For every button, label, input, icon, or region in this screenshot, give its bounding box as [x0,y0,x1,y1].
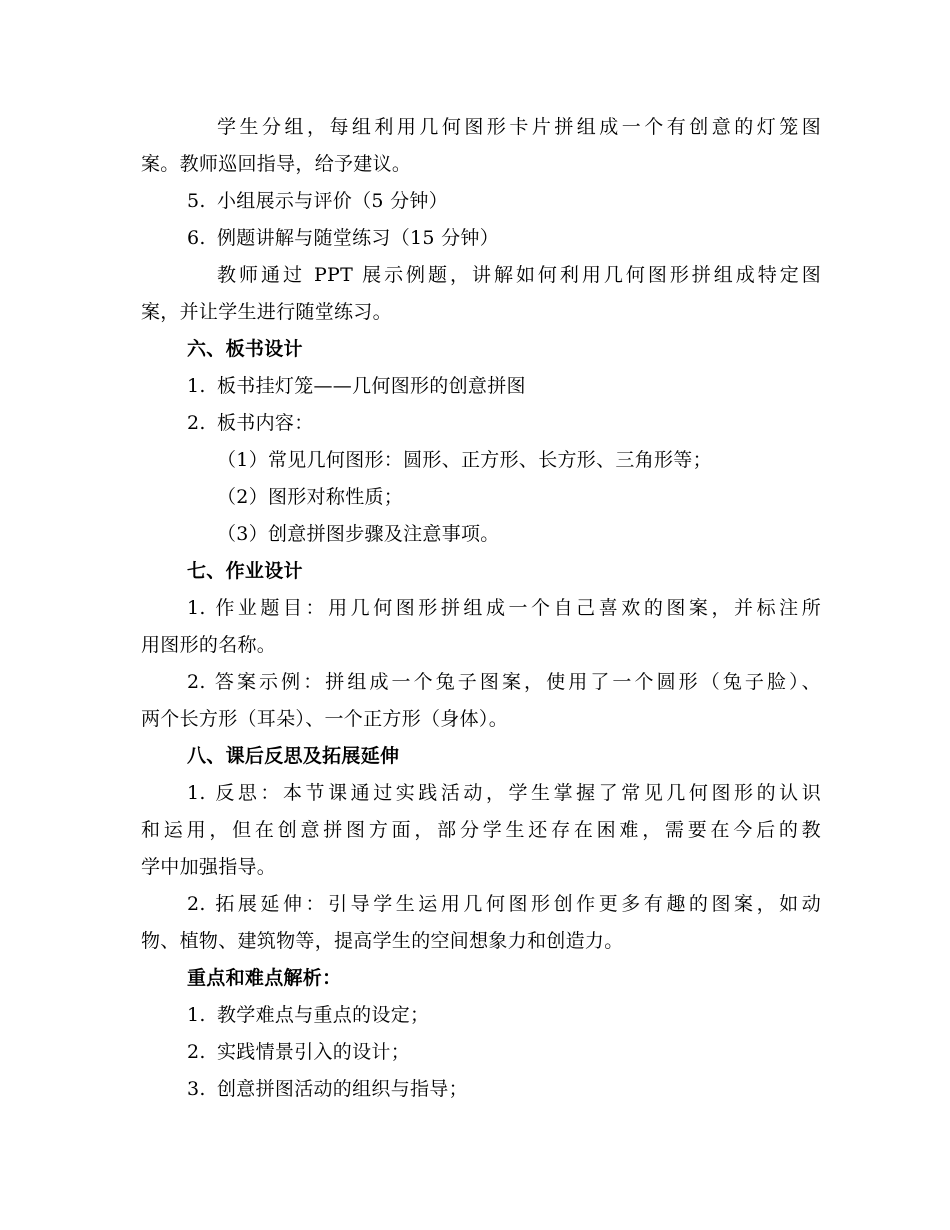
sub-item-1: （1）常见几何图形：圆形、正方形、长方形、三角形等； [217,449,712,471]
list-text: 小组展示与评价（5 分钟） [217,190,449,212]
homework-item-1-line2: 用图形的名称。 [141,634,277,656]
homework-item-2-line2: 两个长方形（耳朵）、一个正方形（身体）。 [141,708,509,730]
reflection-item-1-line1: 1. 反思：本节课通过实践活动，学生掌握了常见几何图形的认识 [187,782,821,804]
key-point-item-1 [141,997,821,1034]
homework-item-2-line1: 2. 答案示例：拼组成一个兔子图案，使用了一个圆形（兔子脸）、 [187,671,821,693]
list-item-6 [141,220,821,257]
list-number: 2. [187,412,206,434]
section-heading-reflection: 八、课后反思及拓展延伸 [187,745,400,767]
sub-item-2: （2）图形对称性质； [217,486,404,508]
paragraph-example-line2: 案，并让学生进行随堂练习。 [141,301,392,323]
paragraph-example-line1: 教师通过 PPT 展示例题，讲解如何利用几何图形拼组成特定图 [217,264,821,286]
list-number: 2. [187,1041,206,1063]
list-text: 创意拼图活动的组织与指导； [217,1078,468,1100]
paragraph-group-activity-line1: 学生分组，每组利用几何图形卡片拼组成一个有创意的灯笼图 [217,116,821,138]
section-heading-board-design: 六、板书设计 [187,338,303,360]
list-text: 例题讲解与随堂练习（15 分钟） [217,227,500,249]
key-point-item-2 [141,1034,821,1071]
reflection-item-1-line3: 学中加强指导。 [141,856,277,878]
document-body [141,109,821,1108]
list-text: 实践情景引入的设计； [217,1041,411,1063]
list-number: 1. [187,375,206,397]
reflection-item-2-line2: 物、植物、建筑物等，提高学生的空间想象力和创造力。 [141,930,624,952]
list-number: 6. [187,227,206,249]
reflection-item-1-line2: 和运用，但在创意拼图方面，部分学生还存在困难，需要在今后的教 [141,819,821,841]
list-item-board-2 [141,405,821,442]
reflection-item-2-line1: 2. 拓展延伸：引导学生运用几何图形创作更多有趣的图案，如动 [187,893,821,915]
list-number: 1. [187,1004,206,1026]
sub-item-3: （3）创意拼图步骤及注意事项。 [217,523,500,545]
list-number: 3. [187,1078,206,1100]
list-text: 教学难点与重点的设定； [217,1004,430,1026]
list-number: 5. [187,190,206,212]
key-point-item-3 [141,1071,821,1108]
list-item-board-1 [141,368,821,405]
homework-item-1-line1: 1. 作业题目：用几何图形拼组成一个自己喜欢的图案，并标注所 [187,597,821,619]
list-text: 板书挂灯笼——几何图形的创意拼图 [217,375,526,397]
section-heading-key-points: 重点和难点解析： [187,967,342,989]
section-heading-homework: 七、作业设计 [187,560,303,582]
list-text: 板书内容： [217,412,314,434]
list-item-5 [141,183,821,220]
paragraph-group-activity-line2: 案。教师巡回指导，给予建议。 [141,153,412,175]
